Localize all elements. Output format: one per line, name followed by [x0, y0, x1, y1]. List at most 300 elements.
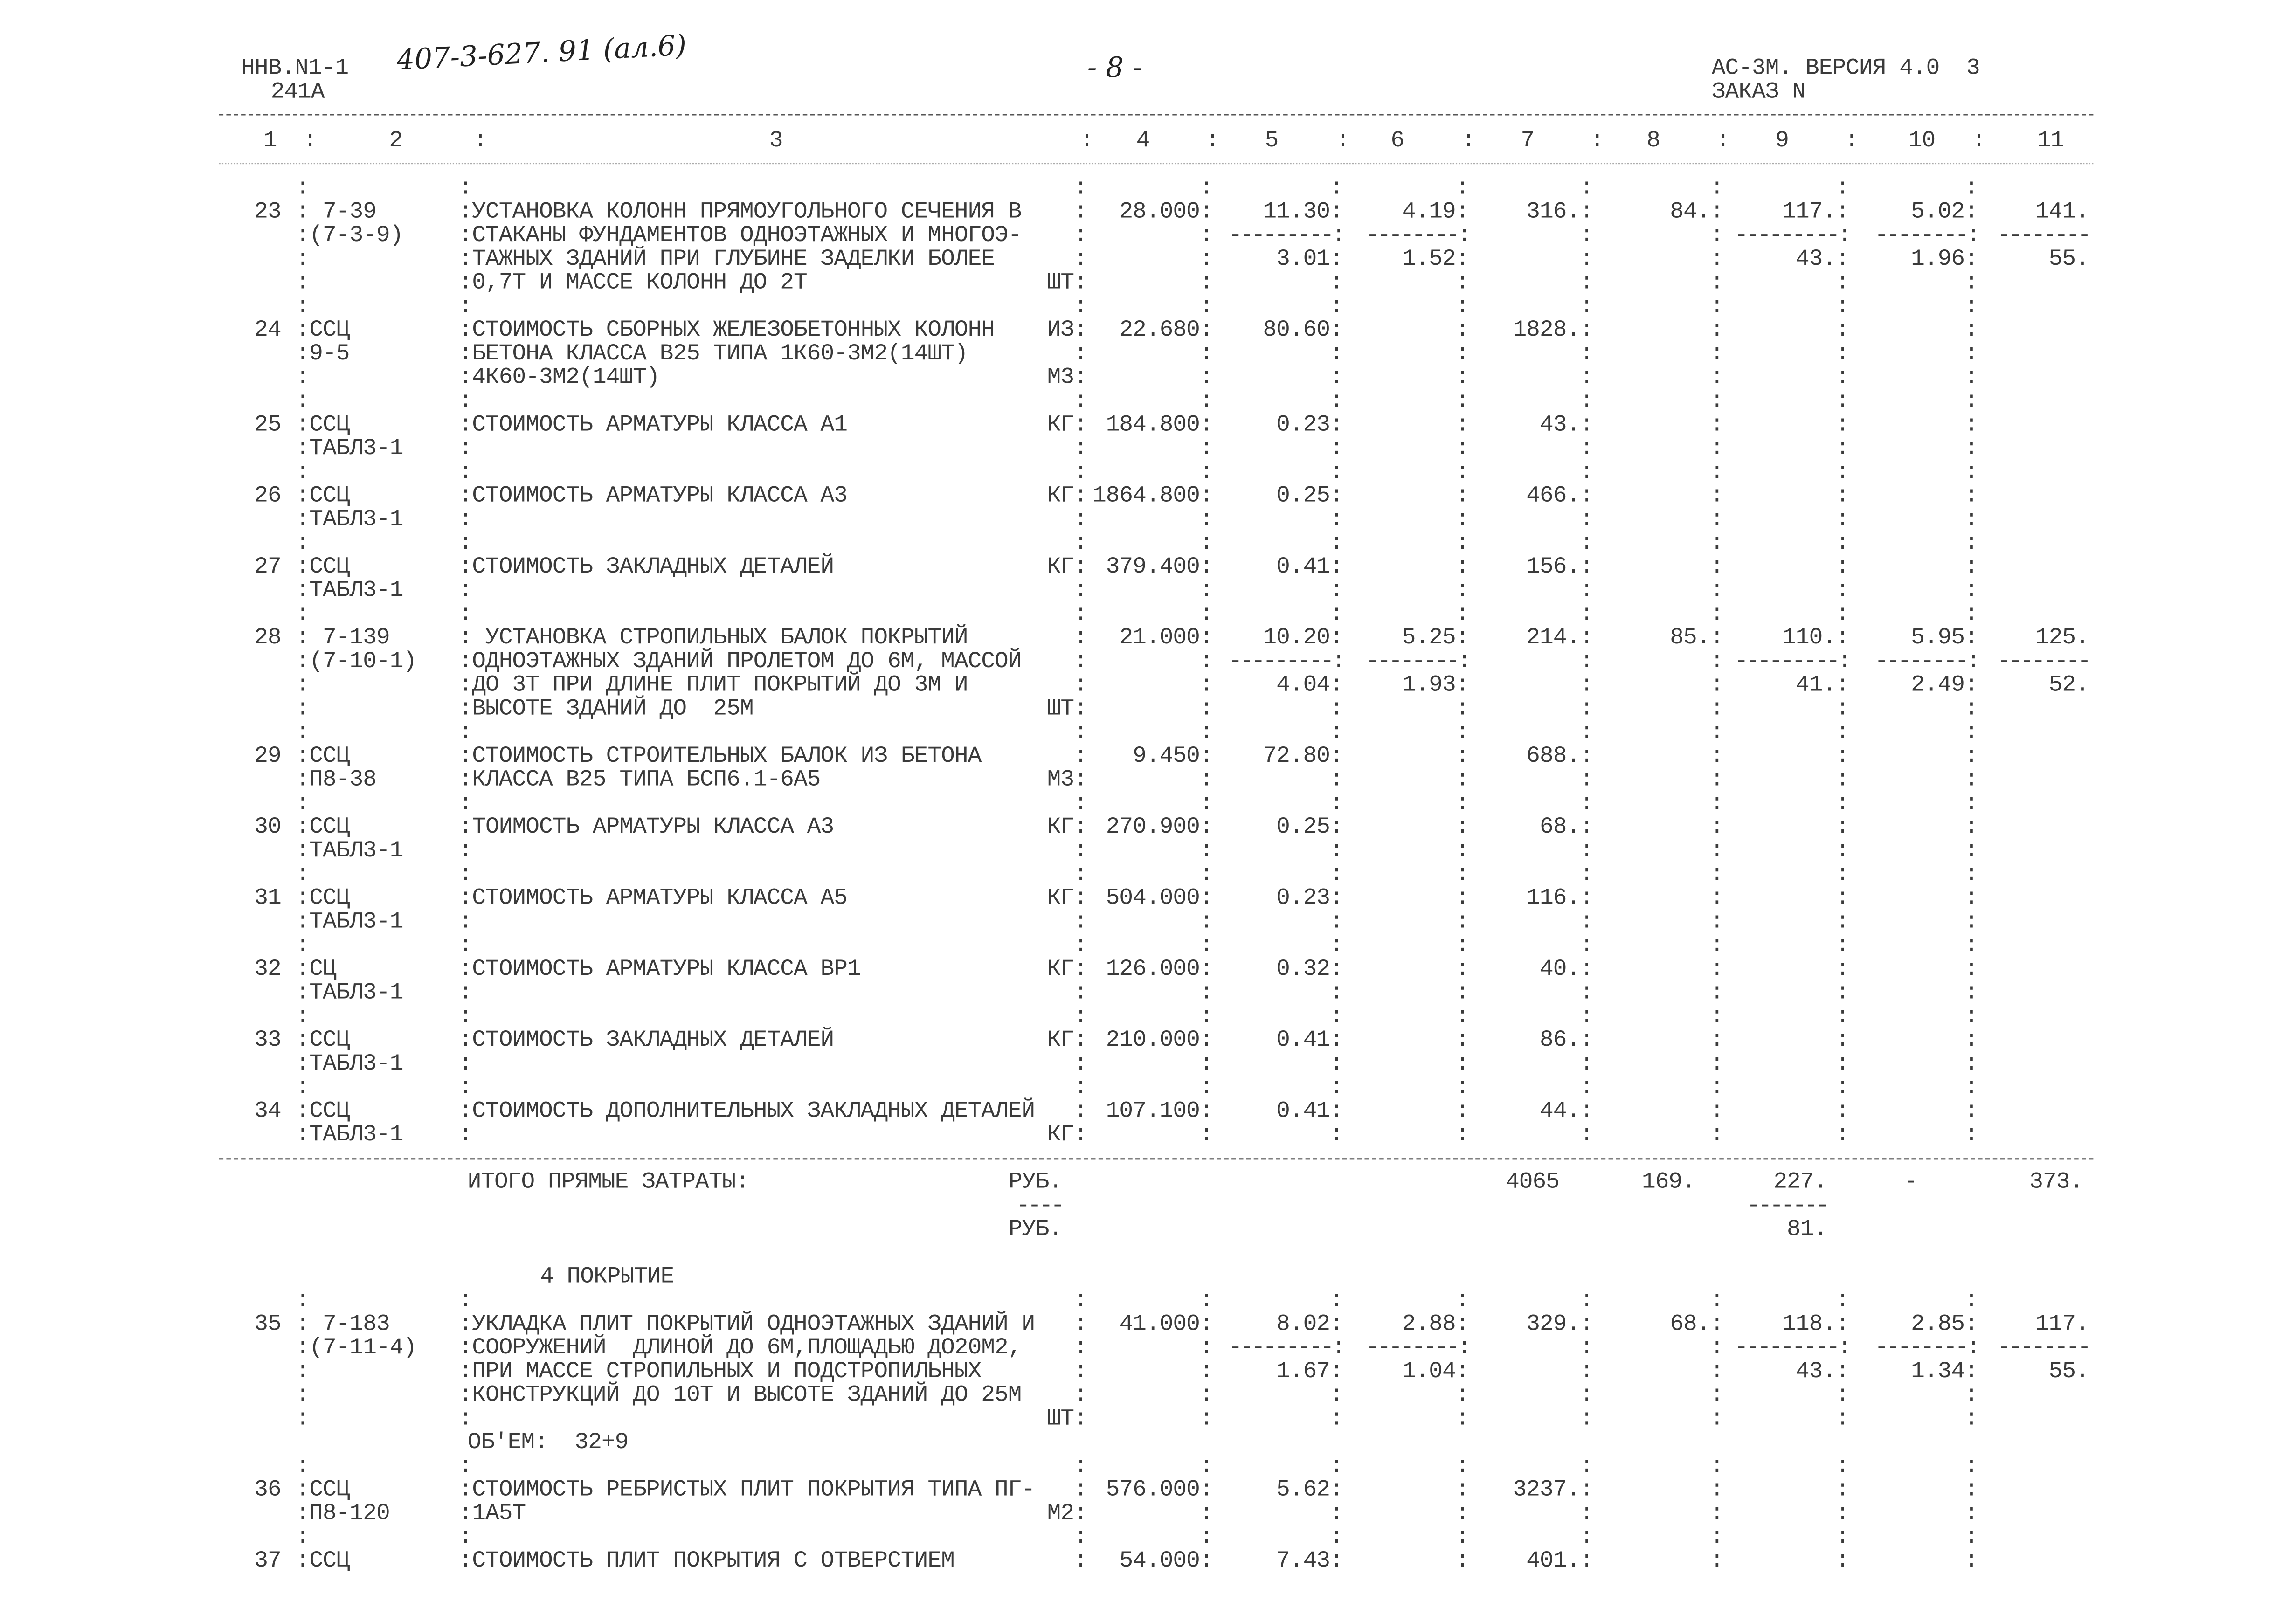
total-cost: : — [1580, 1452, 1593, 1479]
table-row — [0, 626, 2296, 649]
rate-code: :ТАБЛ3-1 — [296, 837, 403, 864]
table-row — [0, 555, 2296, 579]
labor-unit: : — [1964, 695, 1978, 722]
table-row — [0, 1028, 2296, 1052]
unit-wage: : — [1455, 742, 1469, 769]
unit-wage: : — [1455, 955, 1469, 982]
total-cost: : — [1580, 364, 1593, 391]
quantity: 22.680: — [1119, 316, 1213, 344]
table-row — [0, 247, 2296, 271]
labor-unit: : — [1964, 577, 1978, 604]
wages: : — [1710, 174, 1724, 201]
machine-cost: : — [1836, 908, 1849, 935]
unit-price: 10.20: — [1263, 624, 1343, 651]
separator-line — [0, 1076, 2296, 1099]
machine-cost: : — [1836, 1523, 1849, 1550]
labor-total: 125. — [2035, 624, 2089, 651]
machine-cost: 81. — [1787, 1215, 1827, 1243]
table-row — [0, 768, 2296, 792]
work-description: : — [458, 293, 472, 320]
unit: КГ: — [1047, 955, 1087, 982]
total-cost: : — [1580, 718, 1593, 746]
separator-line — [0, 933, 2296, 957]
total-cost: 688.: — [1526, 742, 1593, 769]
machine-cost: ---------: — [1734, 1334, 1849, 1361]
table-row — [0, 436, 2296, 460]
wages: : — [1710, 506, 1724, 533]
quantity: 504.000: — [1106, 884, 1213, 911]
column-number-8: 8 — [1646, 127, 1660, 154]
work-description: :СТОИМОСТЬ АРМАТУРЫ КЛАССА А5 — [458, 884, 847, 911]
wages: : — [1710, 458, 1724, 485]
rate-code: : — [296, 269, 310, 296]
table-row — [0, 1336, 2296, 1360]
rate-code: :(7-3-9) — [296, 221, 403, 249]
quantity: : — [1199, 1050, 1213, 1077]
work-description: : — [458, 435, 472, 462]
machine-cost: 43.: — [1795, 245, 1849, 272]
unit: : — [1074, 908, 1087, 935]
rate-code: :ССЦ — [296, 742, 350, 769]
separator-line — [0, 389, 2296, 413]
work-description: ИТОГО ПРЯМЫЕ ЗАТРАТЫ: — [467, 1168, 749, 1195]
work-description: : — [458, 577, 472, 604]
machine-cost: 41.: — [1795, 671, 1849, 698]
machine-cost: : — [1836, 387, 1849, 414]
rate-code: :ССЦ — [296, 884, 350, 911]
wages: : — [1710, 1476, 1724, 1503]
unit-price: 0.23: — [1276, 884, 1343, 911]
document-subcode: 241А — [270, 78, 325, 105]
work-description: : — [458, 1121, 472, 1148]
total-cost: : — [1580, 387, 1593, 414]
labor-unit: : — [1964, 600, 1978, 628]
table-row — [0, 483, 2296, 507]
total-cost: : — [1580, 695, 1593, 722]
unit-price: : — [1330, 340, 1343, 367]
quantity: 1864.800: — [1092, 482, 1213, 509]
rate-code: :П8-38 — [296, 766, 377, 793]
wages: : — [1710, 837, 1724, 864]
rate-code: : — [296, 695, 310, 722]
labor-unit: : — [1964, 790, 1978, 817]
separator-line — [0, 720, 2296, 744]
work-description: : — [458, 932, 472, 959]
total-cost: : — [1580, 577, 1593, 604]
section-heading — [0, 1265, 2296, 1289]
unit: : — [1074, 174, 1087, 201]
labor-unit: : — [1964, 269, 1978, 296]
work-description: :ДО 3Т ПРИ ДЛИНЕ ПЛИТ ПОКРЫТИЙ ДО 3М И — [458, 671, 968, 698]
item-number: 24 — [254, 316, 281, 344]
column-separator: : — [1716, 127, 1730, 154]
unit-price: : — [1330, 1050, 1343, 1077]
total-cost: : — [1580, 1381, 1593, 1408]
work-description: :СТОИМОСТЬ СБОРНЫХ ЖЕЛЕЗОБЕТОННЫХ КОЛОНН — [458, 316, 995, 344]
labor-unit: : — [1964, 293, 1978, 320]
unit-wage: : — [1455, 790, 1469, 817]
total-cost: : — [1580, 1050, 1593, 1077]
wages: : — [1710, 600, 1724, 628]
unit-price: : — [1330, 1381, 1343, 1408]
work-description: : — [458, 718, 472, 746]
labor-unit: : — [1964, 506, 1978, 533]
unit: : — [1074, 979, 1087, 1006]
unit: : — [1074, 648, 1087, 675]
labor-unit: : — [1964, 837, 1978, 864]
unit-wage: : — [1455, 316, 1469, 344]
unit-wage: : — [1455, 1523, 1469, 1550]
total-cost: : — [1580, 1523, 1593, 1550]
wages: : — [1710, 861, 1724, 888]
machine-cost: ---------: — [1734, 221, 1849, 249]
machine-cost: 43.: — [1795, 1358, 1849, 1385]
total-cost: 86.: — [1540, 1026, 1593, 1053]
machine-cost: : — [1836, 600, 1849, 628]
column-separator: : — [473, 127, 487, 154]
quantity: : — [1199, 648, 1213, 675]
work-description: : — [458, 506, 472, 533]
machine-cost: : — [1836, 1476, 1849, 1503]
machine-cost: : — [1836, 1121, 1849, 1148]
column-number-1: 1 — [263, 127, 277, 154]
rate-code: :ТАБЛ3-1 — [296, 908, 403, 935]
total-cost: 214.: — [1526, 624, 1593, 651]
wages: 84.: — [1670, 198, 1724, 225]
wages: : — [1710, 340, 1724, 367]
machine-cost: : — [1836, 932, 1849, 959]
work-description: : — [458, 1003, 472, 1030]
wages: : — [1710, 695, 1724, 722]
unit-wage: 5.25: — [1402, 624, 1469, 651]
table-row — [0, 366, 2296, 389]
table-row — [0, 697, 2296, 720]
total-cost: : — [1580, 979, 1593, 1006]
table-row — [0, 1312, 2296, 1336]
rate-code: :ТАБЛ3-1 — [296, 1121, 403, 1148]
quantity: : — [1199, 1358, 1213, 1385]
labor-unit: : — [1964, 364, 1978, 391]
unit: : — [1074, 671, 1087, 698]
unit-wage: 1.93: — [1402, 671, 1469, 698]
machine-cost: : — [1836, 435, 1849, 462]
unit-wage: : — [1455, 174, 1469, 201]
machine-cost: : — [1836, 506, 1849, 533]
quantity: : — [1199, 1074, 1213, 1101]
separator-line — [0, 176, 2296, 200]
total-cost: : — [1580, 529, 1593, 556]
machine-cost: : — [1836, 577, 1849, 604]
wages: 68.: — [1670, 1311, 1724, 1338]
labor-unit: : — [1964, 1405, 1978, 1432]
unit-price: : — [1330, 293, 1343, 320]
quantity: : — [1199, 1523, 1213, 1550]
quantity: : — [1199, 529, 1213, 556]
unit-wage: : — [1455, 529, 1469, 556]
rate-code: : — [296, 387, 310, 414]
work-description: ОБ'ЕМ: 32+9 — [467, 1429, 629, 1456]
labor-total: -------- — [1997, 221, 2089, 249]
unit-price: ---------: — [1228, 648, 1343, 675]
work-description: : — [458, 979, 472, 1006]
quantity: 9.450: — [1133, 742, 1213, 769]
labor-unit: : — [1964, 1287, 1978, 1314]
unit: : — [1074, 506, 1087, 533]
unit-wage: : — [1455, 1547, 1469, 1574]
unit-wage: : — [1455, 813, 1469, 841]
item-number: 27 — [254, 553, 281, 580]
unit-wage: : — [1455, 293, 1469, 320]
unit: : — [1074, 624, 1087, 651]
labor-unit: : — [1964, 482, 1978, 509]
total-cost: : — [1580, 648, 1593, 675]
unit-price: : — [1330, 1523, 1343, 1550]
column-number-11: 11 — [2037, 127, 2064, 154]
rate-code: :ТАБЛ3-1 — [296, 506, 403, 533]
labor-unit: 1.34: — [1911, 1358, 1978, 1385]
table-row — [0, 1052, 2296, 1076]
table-row — [0, 413, 2296, 436]
work-description: :СТОИМОСТЬ ЗАКЛАДНЫХ ДЕТАЛЕЙ — [458, 553, 834, 580]
unit: КГ: — [1047, 1026, 1087, 1053]
labor-unit: : — [1964, 1500, 1978, 1527]
table-row — [0, 839, 2296, 863]
item-number: 26 — [254, 482, 281, 509]
unit-price: : — [1330, 932, 1343, 959]
wages: : — [1710, 884, 1724, 911]
rate-code: : — [296, 718, 310, 746]
item-number: 36 — [254, 1476, 281, 1503]
quantity: 379.400: — [1106, 553, 1213, 580]
total-cost: 316.: — [1526, 198, 1593, 225]
table-row — [0, 579, 2296, 602]
wages: : — [1710, 790, 1724, 817]
unit: : — [1074, 1334, 1087, 1361]
labor-unit: : — [1964, 1097, 1978, 1125]
work-description: :0,7Т И МАССЕ КОЛОНН ДО 2Т — [458, 269, 807, 296]
labor-unit: - — [1904, 1168, 1917, 1195]
machine-cost: : — [1836, 458, 1849, 485]
machine-cost: : — [1836, 1500, 1849, 1527]
rate-code: : — [296, 1003, 310, 1030]
total-cost: : — [1580, 1003, 1593, 1030]
wages: : — [1710, 742, 1724, 769]
rate-code: :ТАБЛ3-1 — [296, 435, 403, 462]
column-number-5: 5 — [1265, 127, 1279, 154]
work-description: : — [458, 861, 472, 888]
work-description: :СТОИМОСТЬ АРМАТУРЫ КЛАССА А1 — [458, 411, 847, 438]
rate-code: : — [296, 529, 310, 556]
wages: : — [1710, 1523, 1724, 1550]
work-description: :СТОИМОСТЬ СТРОИТЕЛЬНЫХ БАЛОК ИЗ БЕТОНА — [458, 742, 982, 769]
machine-cost: 117.: — [1782, 198, 1849, 225]
table-row — [0, 1383, 2296, 1407]
machine-cost: : — [1836, 884, 1849, 911]
wages: : — [1710, 955, 1724, 982]
work-description: :СТОИМОСТЬ ДОПОЛНИТЕЛЬНЫХ ЗАКЛАДНЫХ ДЕТАЛЕЙ — [458, 1097, 1035, 1125]
wages: : — [1710, 932, 1724, 959]
total-cost: : — [1580, 861, 1593, 888]
unit-price: : — [1330, 364, 1343, 391]
table-row — [0, 649, 2296, 673]
rate-code: :ССЦ — [296, 1476, 350, 1503]
unit-wage: : — [1455, 506, 1469, 533]
labor-unit: : — [1964, 553, 1978, 580]
machine-cost: 110.: — [1782, 624, 1849, 651]
machine-cost: : — [1836, 411, 1849, 438]
total-cost: 329.: — [1526, 1311, 1593, 1338]
machine-cost: 227. — [1773, 1168, 1827, 1195]
rate-code: : — [296, 790, 310, 817]
unit: М3: — [1047, 364, 1087, 391]
quantity: : — [1199, 1452, 1213, 1479]
machine-cost: : — [1836, 364, 1849, 391]
quantity: : — [1199, 932, 1213, 959]
unit-price: 0.32: — [1276, 955, 1343, 982]
labor-unit: : — [1964, 1121, 1978, 1148]
work-description: : — [458, 1405, 472, 1432]
labor-unit: --------: — [1874, 221, 1978, 249]
rate-code: :ССЦ — [296, 482, 350, 509]
unit-wage: : — [1455, 979, 1469, 1006]
column-separator: : — [1590, 127, 1604, 154]
unit: : — [1074, 1311, 1087, 1338]
unit: РУБ. — [1009, 1168, 1062, 1195]
unit-wage: : — [1455, 1500, 1469, 1527]
machine-cost: : — [1836, 979, 1849, 1006]
table-row — [0, 1501, 2296, 1525]
unit-wage: : — [1455, 766, 1469, 793]
item-number: 32 — [254, 955, 281, 982]
item-number: 25 — [254, 411, 281, 438]
work-description: :ТАЖНЫХ ЗДАНИЙ ПРИ ГЛУБИНЕ ЗАДЕЛКИ БОЛЕЕ — [458, 245, 995, 272]
quantity: 41.000: — [1119, 1311, 1213, 1338]
unit-price: : — [1330, 1500, 1343, 1527]
unit-price: 0.25: — [1276, 813, 1343, 841]
unit-price: : — [1330, 1121, 1343, 1148]
rate-code: : — [296, 671, 310, 698]
machine-cost: : — [1836, 837, 1849, 864]
quantity: : — [1199, 695, 1213, 722]
unit-price: : — [1330, 908, 1343, 935]
unit: КГ: — [1047, 1121, 1087, 1148]
machine-cost: : — [1836, 1547, 1849, 1574]
totals-line — [0, 1430, 2296, 1454]
rate-code: : — [296, 861, 310, 888]
column-number-2: 2 — [389, 127, 403, 154]
labor-unit: : — [1964, 458, 1978, 485]
unit-wage: : — [1455, 1026, 1469, 1053]
quantity: : — [1199, 861, 1213, 888]
table-row — [0, 981, 2296, 1005]
table-row — [0, 318, 2296, 342]
unit-price: ---------: — [1228, 221, 1343, 249]
unit-wage: : — [1455, 932, 1469, 959]
total-cost: 43.: — [1540, 411, 1593, 438]
work-description: : — [458, 790, 472, 817]
work-description: : — [458, 1050, 472, 1077]
unit: ШТ: — [1047, 1405, 1087, 1432]
labor-unit: : — [1964, 1074, 1978, 1101]
machine-cost: : — [1836, 718, 1849, 746]
labor-total: 55. — [2048, 245, 2089, 272]
wages: : — [1710, 1287, 1724, 1314]
wages: : — [1710, 435, 1724, 462]
unit: : — [1074, 1050, 1087, 1077]
labor-unit: : — [1964, 955, 1978, 982]
document-code: ННВ.N1-1 — [241, 55, 349, 82]
wages: : — [1710, 482, 1724, 509]
quantity: : — [1199, 506, 1213, 533]
column-separator: : — [1845, 127, 1859, 154]
machine-cost: : — [1836, 316, 1849, 344]
machine-cost: : — [1836, 293, 1849, 320]
unit-wage: : — [1455, 695, 1469, 722]
column-header-divider — [219, 163, 2094, 164]
unit-wage: : — [1455, 577, 1469, 604]
total-cost: 3237.: — [1513, 1476, 1593, 1503]
column-separator: : — [1972, 127, 1985, 154]
labor-total: 117. — [2035, 1311, 2089, 1338]
quantity: 28.000: — [1119, 198, 1213, 225]
labor-total: 55. — [2048, 1358, 2089, 1385]
handwritten-reference: 407-3-627. 91 (ал.6) — [395, 29, 687, 77]
unit: : — [1074, 1523, 1087, 1550]
item-number: 31 — [254, 884, 281, 911]
quantity: : — [1199, 221, 1213, 249]
unit: : — [1074, 1381, 1087, 1408]
labor-unit: : — [1964, 1003, 1978, 1030]
machine-cost: : — [1836, 482, 1849, 509]
quantity: : — [1199, 837, 1213, 864]
work-description: : — [458, 1523, 472, 1550]
unit: : — [1074, 1452, 1087, 1479]
unit: ИЗ: — [1047, 316, 1087, 344]
unit-price: : — [1330, 1287, 1343, 1314]
total-cost: : — [1580, 1500, 1593, 1527]
work-description: : — [458, 1074, 472, 1101]
unit: : — [1074, 932, 1087, 959]
labor-unit: : — [1964, 529, 1978, 556]
quantity: : — [1199, 1121, 1213, 1148]
unit-wage: : — [1455, 1381, 1469, 1408]
wages: : — [1710, 221, 1724, 249]
header-divider — [219, 114, 2094, 115]
work-description: : — [458, 174, 472, 201]
wages: : — [1710, 1050, 1724, 1077]
unit-wage: : — [1455, 1287, 1469, 1314]
item-number: 23 — [254, 198, 281, 225]
rate-code: :СЦ — [296, 955, 336, 982]
unit-price: : — [1330, 718, 1343, 746]
unit: : — [1074, 837, 1087, 864]
quantity: 210.000: — [1106, 1026, 1213, 1053]
unit-price: 11.30: — [1263, 198, 1343, 225]
quantity: : — [1199, 269, 1213, 296]
unit-wage: --------: — [1365, 221, 1469, 249]
unit: : — [1074, 1074, 1087, 1101]
unit-price: : — [1330, 529, 1343, 556]
quantity: : — [1199, 1334, 1213, 1361]
column-separator: : — [1205, 127, 1219, 154]
rate-code: :ССЦ — [296, 411, 350, 438]
table-row — [0, 1123, 2296, 1146]
wages: : — [1710, 1500, 1724, 1527]
wages: : — [1710, 1381, 1724, 1408]
total-cost: 116.: — [1526, 884, 1593, 911]
total-cost: : — [1580, 435, 1593, 462]
work-description: :4К60-3М2(14ШТ) — [458, 364, 660, 391]
